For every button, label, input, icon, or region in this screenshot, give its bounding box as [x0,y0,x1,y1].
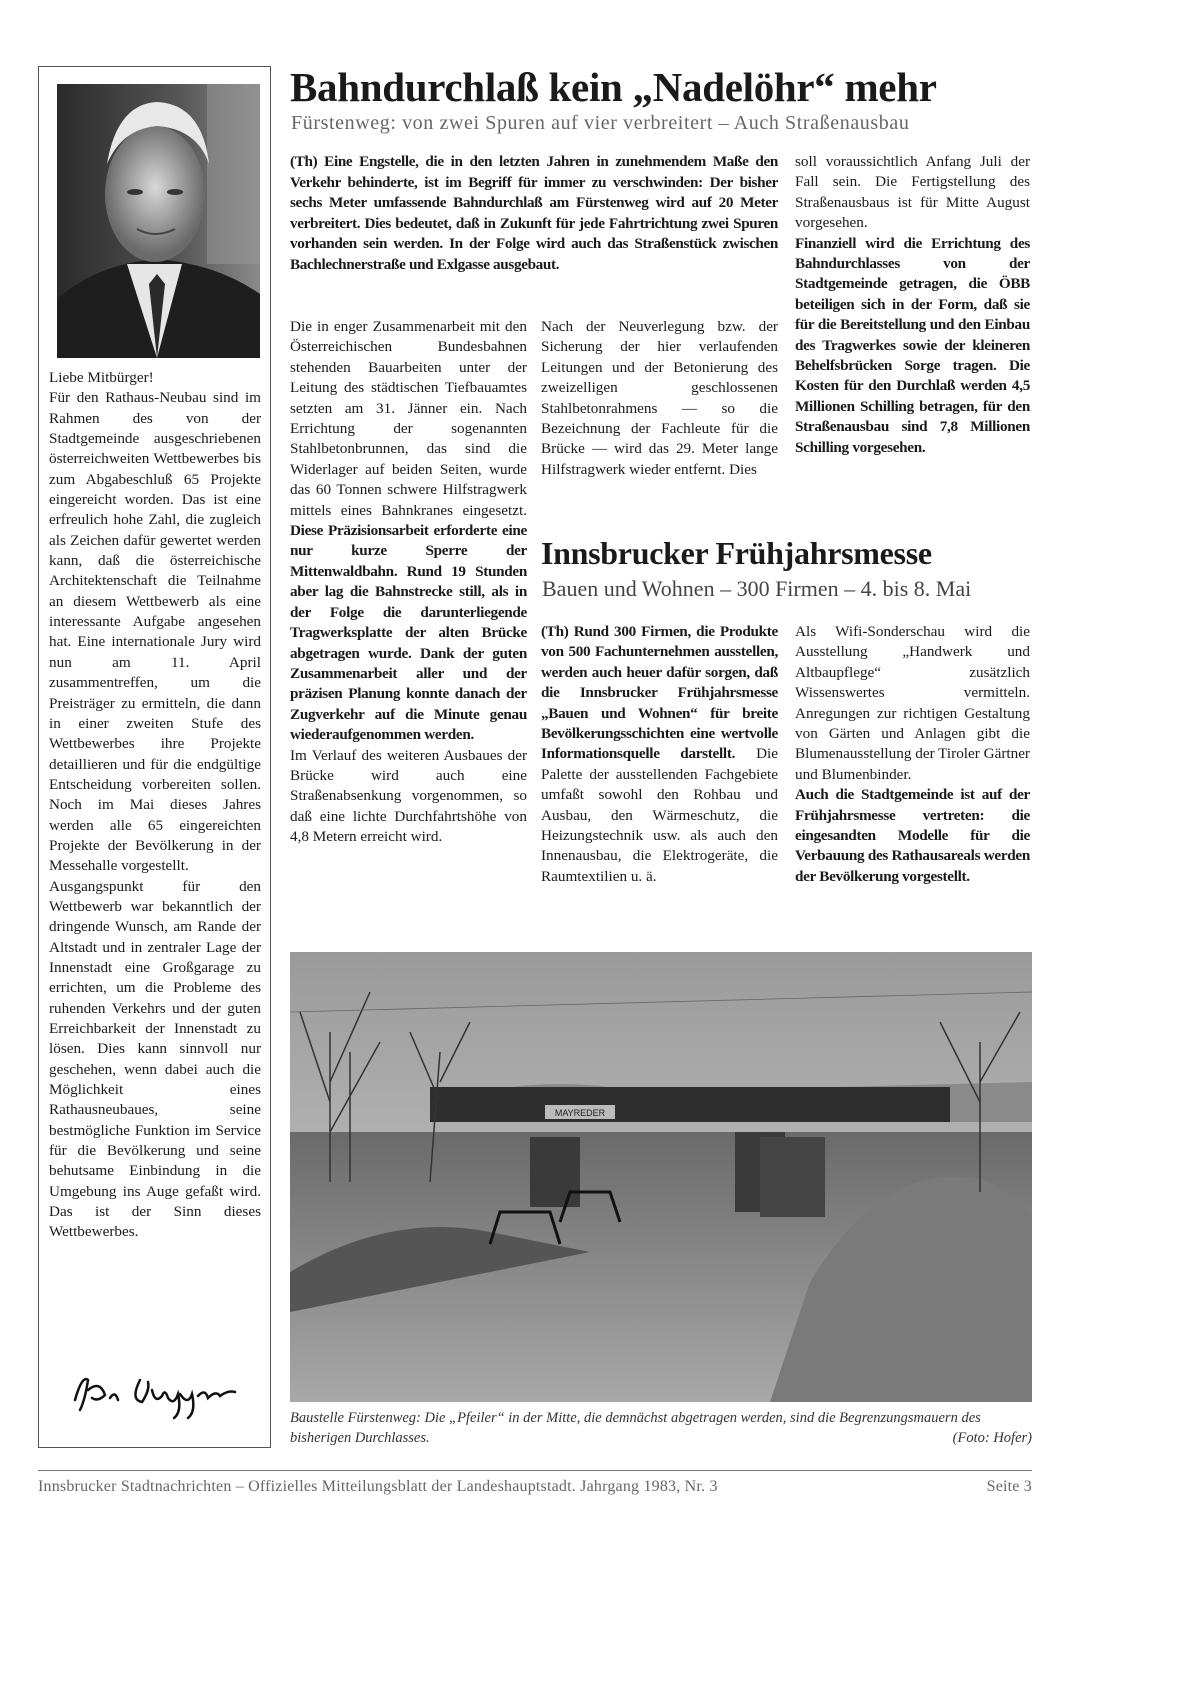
body-text: Im Verlauf des weiteren Ausbaues der Brücke wird auch eine Straßenabsenkung vorgenommen, so daß eine lichte Durchfahrtshöhe von 4,8 Metern erreicht wird. [290,746,527,846]
article2-column-2 [795,622,1030,887]
body-text: Nach der Neuverlegung bzw. der Sicherung der hier verlaufenden Leitungen und der Betonierung des zweizelligen geschlossenen Stahlbetonrahmens — so die Bezeichnung der Fachleute für die Brücke — wird das 29. Meter lange Hilfstragwerk wieder entfernt. Dies [541,318,778,478]
editorial-letter [49,368,261,1243]
article-subheadline: Fürstenweg: von zwei Spuren auf vier verbreitert – Auch Straßenausbau [291,112,910,134]
body-text: Die in enger Zusammenarbeit mit den Österreichischen Bundesbahnen stehenden Bauarbeiten unter der Leitung des städtischen Tiefbauamtes setzten am 31. Jänner ein. Nach Errichtung der sogenannten Stahlbetonbrunnen, das sind die Widerlager auf beiden Seiten, wurde das 60 Tonnen schwere Hilfstragwerk mittels eines Bahnkranes eingesetzt. [290,318,527,519]
article-column-2 [541,317,778,480]
body-text-bold: Auch die Stadtgemeinde ist auf der Frühjahrsmesse vertreten: die eingesandten Modelle für die Verbauung des Rathausareals werden der Bevölkerung vorgestellt. [795,786,1030,885]
article2-subheadline: Bauen und Wohnen – 300 Firmen – 4. bis 8. Mai [542,576,972,601]
footer-divider [38,1470,1032,1471]
portrait-photo [57,84,260,358]
article-column-1 [290,317,527,848]
body-text-bold: Diese Präzisionsarbeit erforderte eine nur kurze Sperre der Mittenwaldbahn. Rund 19 Stunden aber lag die Bahnstrecke still, als in der Folge die darunterliegende Tragwerksplatte der alten Brücke abgetragen wurde. Dank der guten Zusammenarbeit aller und der präzisen Planung konnte danach der Zugverkehr auf die Minute genau wiederaufgenommen werden. [290,522,527,744]
publication-info: Innsbrucker Stadtnachrichten – Offizielles Mitteilungsblatt der Landeshauptstadt. Jahrgang 1983, Nr. 3 [38,1478,718,1495]
signature [70,1360,250,1420]
body-text-bold: (Th) Rund 300 Firmen, die Produkte von 500 Fachunternehmen ausstellen, werden auch heuer dafür sorgen, daß die Innsbrucker Frühjahrsmesse „Bauen und Wohnen“ für breite Bevölkerungsschichten eine wertvolle Informationsquelle darstellt. [541,623,778,763]
body-text: Als Wifi-Sonderschau wird die Ausstellung „Handwerk und Altbaupflege“ zusätzlich Wissenswertes vermitteln. Anregungen zur richtigen Gestaltung von Gärten und Anlagen gibt die Blumenausstellung der Tiroler Gärtner und Blumenbinder. [795,623,1030,783]
article-column-3 [795,152,1030,458]
article-headline: Bahndurchlaß kein „Nadelöhr“ mehr [290,64,937,110]
page-footer [38,1478,1032,1496]
letter-paragraph: Ausgangspunkt für den Wettbewerb war bekanntlich der dringende Wunsch, am Rande der Altstadt und in zentraler Lage der Innenstadt eine Großgarage zu errichten, um die Probleme des ruhenden Verkehrs und der guten Erreichbarkeit der Innenstadt zu lösen. Dies kann sinnvoll nur geschehen, wenn dabei auch die Möglichkeit eines Rathausneubaues, seine bestmögliche Funktion im Service für die Bevölkerung und seine behutsame Einbindung in die Umgebung ins Auge gefaßt wird. Das ist der Sinn dieses Wettbewerbes. [49,877,261,1241]
letter-greeting: Liebe Mitbürger! [49,369,154,386]
article-lead: (Th) Eine Engstelle, die in den letzten Jahren in zunehmendem Maße den Verkehr behinderte, ist im Begriff für immer zu verschwinden: Der bisher sechs Meter umfassende Bahndurchlaß am Fürstenweg wird auf 20 Meter verbreitert. Dies bedeutet, daß in Zukunft für jede Fahrtrichtung zwei Spuren vorhanden sein werden. In der Folge wird auch das Straßenstück zwischen Bachlechnerstraße und Exlgasse ausgebaut. [290,153,778,273]
photo-caption [290,1408,1032,1448]
body-text-bold: Finanziell wird die Errichtung des Bahndurchlasses von der Stadtgemeinde getragen, die ÖBB beteiligen sich in der Form, daß sie für die Bereitstellung und den Einbau des Tragwerkes sowie der kleineren Behelfsbrücken Sorge tragen. Die Kosten für den Durchlaß werden 4,5 Millionen Schilling betragen, für den Straßenausbau sind 7,8 Millionen Schilling vorgesehen. [795,234,1030,456]
body-text: Die Palette der ausstellenden Fachgebiete umfaßt sowohl den Rohbau und Ausbau, den Wärmeschutz, die Heizungstechnik usw. als auch den Innenausbau, die Elektrogeräte, die Raumtextilien u. ä. [541,745,778,885]
construction-photo [290,952,1032,1402]
article2-headline: Innsbrucker Frühjahrsmesse [541,535,932,571]
sign-text: MAYREDER [554,1108,606,1118]
letter-paragraph: Für den Rathaus-Neubau sind im Rahmen des von der Stadtgemeinde ausgeschriebenen österreichweiten Wettbewerbes bis zum Abgabeschluß 65 Projekte eingereicht worden. Das ist eine erfreulich hohe Zahl, die zugleich als Zeichen dafür gewertet werden kann, daß die österreichische Architektenschaft die Teilnahme an diesem Wettbewerb als eine interessante Aufgabe angesehen hat. Eine internationale Jury wird nun am 11. April zusammentreffen, um die Preisträger zu ermitteln, die dann in einer zweiten Stufe des Wettbewerbes ihre Projekte detaillieren und für die endgültige Entscheidung vorbereiten sollen. Noch im Mai dieses Jahres werden alle 65 eingereichten Projekte der Bevölkerung in der Messehalle vorgestellt. [49,389,261,875]
article2-column-1 [541,622,778,887]
caption-text: Baustelle Fürstenweg: Die „Pfeiler“ in der Mitte, die demnächst abgetragen werden, sind die Begrenzungsmauern des bisherigen Durchlasses. [290,1410,981,1446]
photo-credit: (Foto: Hofer) [952,1430,1032,1446]
page-number: Seite 3 [986,1478,1032,1495]
body-text: soll voraussichtlich Anfang Juli der Fall sein. Die Fertigstellung des Straßenausbaus ist für Mitte August vorgesehen. [795,153,1030,232]
